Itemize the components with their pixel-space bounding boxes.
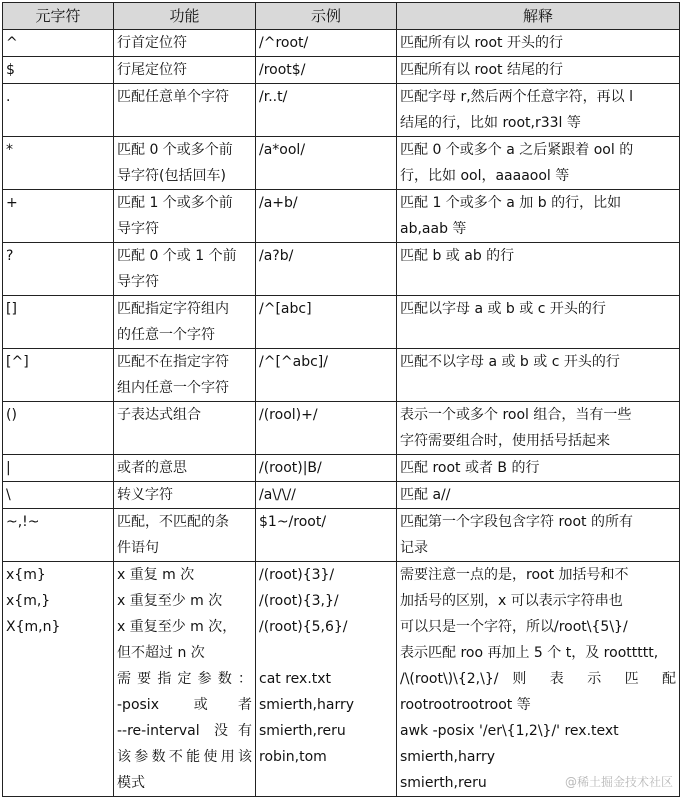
cell-explanation — [397, 190, 680, 243]
cell-text-line: /(rool)+/ — [259, 407, 318, 423]
cell-text-line: 匹配 0 个或 1 个前 — [117, 248, 237, 264]
cell-text-line: 记录 — [400, 540, 428, 556]
cell-text-line: awk -posix '/er\{1,2\}/' rex.text — [400, 723, 619, 739]
cell-text-line: X{m,n} — [6, 619, 61, 635]
cell-text-line: () — [6, 407, 17, 423]
cell-text-line: -posix 或者 — [117, 697, 252, 713]
cell-function — [114, 57, 256, 84]
cell-function — [114, 562, 256, 797]
cell-text-line: /a?b/ — [259, 248, 294, 264]
cell-text-line: 行，比如 ool，aaaaool 等 — [400, 168, 570, 184]
cell-text-line: 匹配不以字母 a 或 b 或 c 开头的行 — [400, 354, 620, 370]
cell-text-line: 匹配 0 个或多个前 — [117, 142, 233, 158]
cell-text-line: 匹配，不匹配的条 — [117, 514, 229, 530]
cell-text-line: 匹配字母 r,然后两个任意字符，再以 l — [400, 89, 633, 105]
cell-function — [114, 30, 256, 57]
cell-text-line: 或者的意思 — [117, 460, 187, 476]
cell-explanation — [397, 30, 680, 57]
cell-function — [114, 243, 256, 296]
cell-text-line: 结尾的行，比如 root,r33l 等 — [400, 115, 581, 131]
cell-text-line: 匹配 0 个或多个 a 之后紧跟着 ool 的 — [400, 142, 634, 158]
cell-text-line: $ — [6, 62, 15, 78]
cell-function — [114, 137, 256, 190]
cell-example — [256, 30, 397, 57]
cell-text-line: smierth,harry — [259, 697, 355, 713]
cell-function — [114, 482, 256, 509]
table-row — [3, 243, 680, 296]
cell-explanation — [397, 84, 680, 137]
cell-text-line — [259, 640, 393, 666]
cell-metachar — [3, 455, 114, 482]
cell-function — [114, 84, 256, 137]
cell-text-line: 转义字符 — [117, 487, 173, 503]
cell-text-line: /\(root\)\{2,\}/ 则 表 示 匹 配 — [400, 671, 676, 687]
cell-metachar — [3, 402, 114, 455]
cell-text-line: 需要注意一点的是，root 加括号和不 — [400, 567, 629, 583]
cell-text-line: 导字符 — [117, 274, 159, 290]
cell-text-line: 需要指定参数： — [117, 671, 252, 687]
cell-text-line: | — [6, 460, 11, 476]
cell-text-line: + — [6, 195, 18, 211]
cell-text-line: /root$/ — [259, 62, 306, 78]
cell-metachar — [3, 482, 114, 509]
cell-function — [114, 509, 256, 562]
cell-example — [256, 482, 397, 509]
cell-metachar — [3, 243, 114, 296]
cell-text-line: 导字符(包括回车) — [117, 168, 226, 184]
table-row — [3, 137, 680, 190]
header-function: 功能 — [114, 3, 256, 30]
cell-text-line: 组内任意一个字符 — [117, 380, 229, 396]
table-row — [3, 190, 680, 243]
regex-table — [2, 2, 680, 797]
cell-text-line: smierth,reru — [259, 723, 346, 739]
cell-example — [256, 402, 397, 455]
cell-example — [256, 243, 397, 296]
header-example: 示例 — [256, 3, 397, 30]
cell-text-line: 匹配指定字符组内 — [117, 301, 229, 317]
cell-text-line: 匹配任意单个字符 — [117, 89, 229, 105]
cell-explanation — [397, 243, 680, 296]
cell-explanation — [397, 137, 680, 190]
cell-text-line: --re-interval 没有 — [117, 723, 252, 739]
cell-text-line: 匹配不在指定字符 — [117, 354, 229, 370]
cell-metachar — [3, 84, 114, 137]
cell-example — [256, 562, 397, 797]
cell-text-line: 匹配 1 个或多个前 — [117, 195, 233, 211]
cell-text-line: /a+b/ — [259, 195, 298, 211]
cell-explanation — [397, 482, 680, 509]
cell-text-line: 模式 — [117, 775, 145, 791]
cell-text-line: 表示一个或多个 rool 组合，当有一些 — [400, 407, 632, 423]
cell-text-line: /(root){3}/ — [259, 567, 335, 583]
cell-text-line: [^] — [6, 354, 29, 370]
table-row — [3, 562, 680, 797]
table-header-row — [3, 3, 680, 30]
cell-explanation — [397, 455, 680, 482]
cell-function — [114, 349, 256, 402]
cell-text-line: smierth,reru — [400, 775, 487, 791]
cell-text-line: x 重复至少 m 次 — [117, 593, 223, 609]
header-metachar: 元字符 — [3, 3, 114, 30]
cell-metachar — [3, 190, 114, 243]
cell-metachar — [3, 57, 114, 84]
cell-function — [114, 190, 256, 243]
table-row — [3, 30, 680, 57]
cell-text-line: 行尾定位符 — [117, 62, 187, 78]
cell-text-line: cat rex.txt — [259, 671, 332, 687]
cell-text-line: x 重复 m 次 — [117, 567, 195, 583]
cell-explanation — [397, 509, 680, 562]
cell-metachar — [3, 30, 114, 57]
cell-text-line: 匹配所有以 root 结尾的行 — [400, 62, 563, 78]
cell-text-line: ? — [6, 248, 14, 264]
cell-text-line: $1~/root/ — [259, 514, 327, 530]
cell-text-line: /r..t/ — [259, 89, 288, 105]
cell-text-line: [] — [6, 301, 17, 317]
cell-metachar — [3, 509, 114, 562]
header-explanation: 解释 — [397, 3, 680, 30]
cell-explanation — [397, 402, 680, 455]
cell-text-line: 匹配 a// — [400, 487, 451, 503]
cell-explanation — [397, 562, 680, 797]
cell-text-line: /^[^abc]/ — [259, 354, 328, 370]
cell-text-line: 子表达式组合 — [117, 407, 201, 423]
table-body — [3, 30, 680, 797]
cell-text-line: 匹配 root 或者 B 的行 — [400, 460, 540, 476]
table-row — [3, 296, 680, 349]
cell-text-line: 字符需要组合时，使用括号括起来 — [400, 433, 610, 449]
cell-text-line: 该参数不能使用该 — [117, 749, 252, 765]
watermark: @稀土掘金技术社区 — [564, 775, 673, 789]
table-row — [3, 84, 680, 137]
cell-text-line: robin,tom — [259, 749, 327, 765]
cell-function — [114, 296, 256, 349]
cell-example — [256, 84, 397, 137]
table-row — [3, 57, 680, 84]
cell-text-line: 可以只是一个字符，所以/root\{5\}/ — [400, 619, 628, 635]
cell-text-line: /(root){3,}/ — [259, 593, 339, 609]
cell-text-line: x 重复至少 m 次， — [117, 619, 237, 635]
cell-text-line: /(root){5,6}/ — [259, 619, 348, 635]
cell-metachar — [3, 349, 114, 402]
table-row — [3, 455, 680, 482]
cell-example — [256, 296, 397, 349]
cell-text-line: /a*ool/ — [259, 142, 306, 158]
cell-text-line: /^[abc] — [259, 301, 312, 317]
table-row — [3, 349, 680, 402]
table-row — [3, 402, 680, 455]
cell-text-line: ^ — [6, 35, 18, 51]
cell-text-line: /a\/\// — [259, 487, 296, 503]
cell-function — [114, 402, 256, 455]
cell-text-line: 匹配 1 个或多个 a 加 b 的行，比如 — [400, 195, 622, 211]
cell-example — [256, 349, 397, 402]
table-row — [3, 509, 680, 562]
cell-text-line: 行首定位符 — [117, 35, 187, 51]
cell-explanation — [397, 296, 680, 349]
cell-example — [256, 137, 397, 190]
cell-example — [256, 455, 397, 482]
cell-text-line: 导字符 — [117, 221, 159, 237]
cell-text-line: /(root)|B/ — [259, 460, 322, 476]
cell-text-line: /^root/ — [259, 35, 309, 51]
cell-text-line: 匹配以字母 a 或 b 或 c 开头的行 — [400, 301, 606, 317]
cell-explanation — [397, 57, 680, 84]
cell-metachar — [3, 296, 114, 349]
cell-metachar — [3, 562, 114, 797]
cell-text-line: 表示匹配 roo 再加上 5 个 t，及 roottttt, — [400, 645, 659, 661]
cell-text-line: \ — [6, 487, 11, 503]
cell-example — [256, 57, 397, 84]
cell-text-line: smierth,harry — [400, 749, 496, 765]
cell-text-line: 匹配所有以 root 开头的行 — [400, 35, 563, 51]
cell-text-line: * — [6, 142, 13, 158]
cell-text-line: . — [6, 89, 11, 105]
cell-metachar — [3, 137, 114, 190]
cell-text-line: 加括号的区别，x 可以表示字符串也 — [400, 593, 623, 609]
cell-text-line: x{m,} — [6, 593, 51, 609]
table-row — [3, 482, 680, 509]
cell-text-line: 的任意一个字符 — [117, 327, 215, 343]
cell-text-line: 但不超过 n 次 — [117, 645, 205, 661]
cell-text-line: ~,!~ — [6, 514, 40, 530]
cell-text-line: 件语句 — [117, 540, 159, 556]
cell-explanation — [397, 349, 680, 402]
cell-function — [114, 455, 256, 482]
cell-text-line: x{m} — [6, 567, 46, 583]
cell-text-line: rootrootrootroot 等 — [400, 697, 531, 713]
cell-text-line: 匹配第一个字段包含字符 root 的所有 — [400, 514, 633, 530]
cell-text-line: 匹配 b 或 ab 的行 — [400, 248, 515, 264]
cell-example — [256, 190, 397, 243]
cell-text-line: ab,aab 等 — [400, 221, 467, 237]
cell-example — [256, 509, 397, 562]
